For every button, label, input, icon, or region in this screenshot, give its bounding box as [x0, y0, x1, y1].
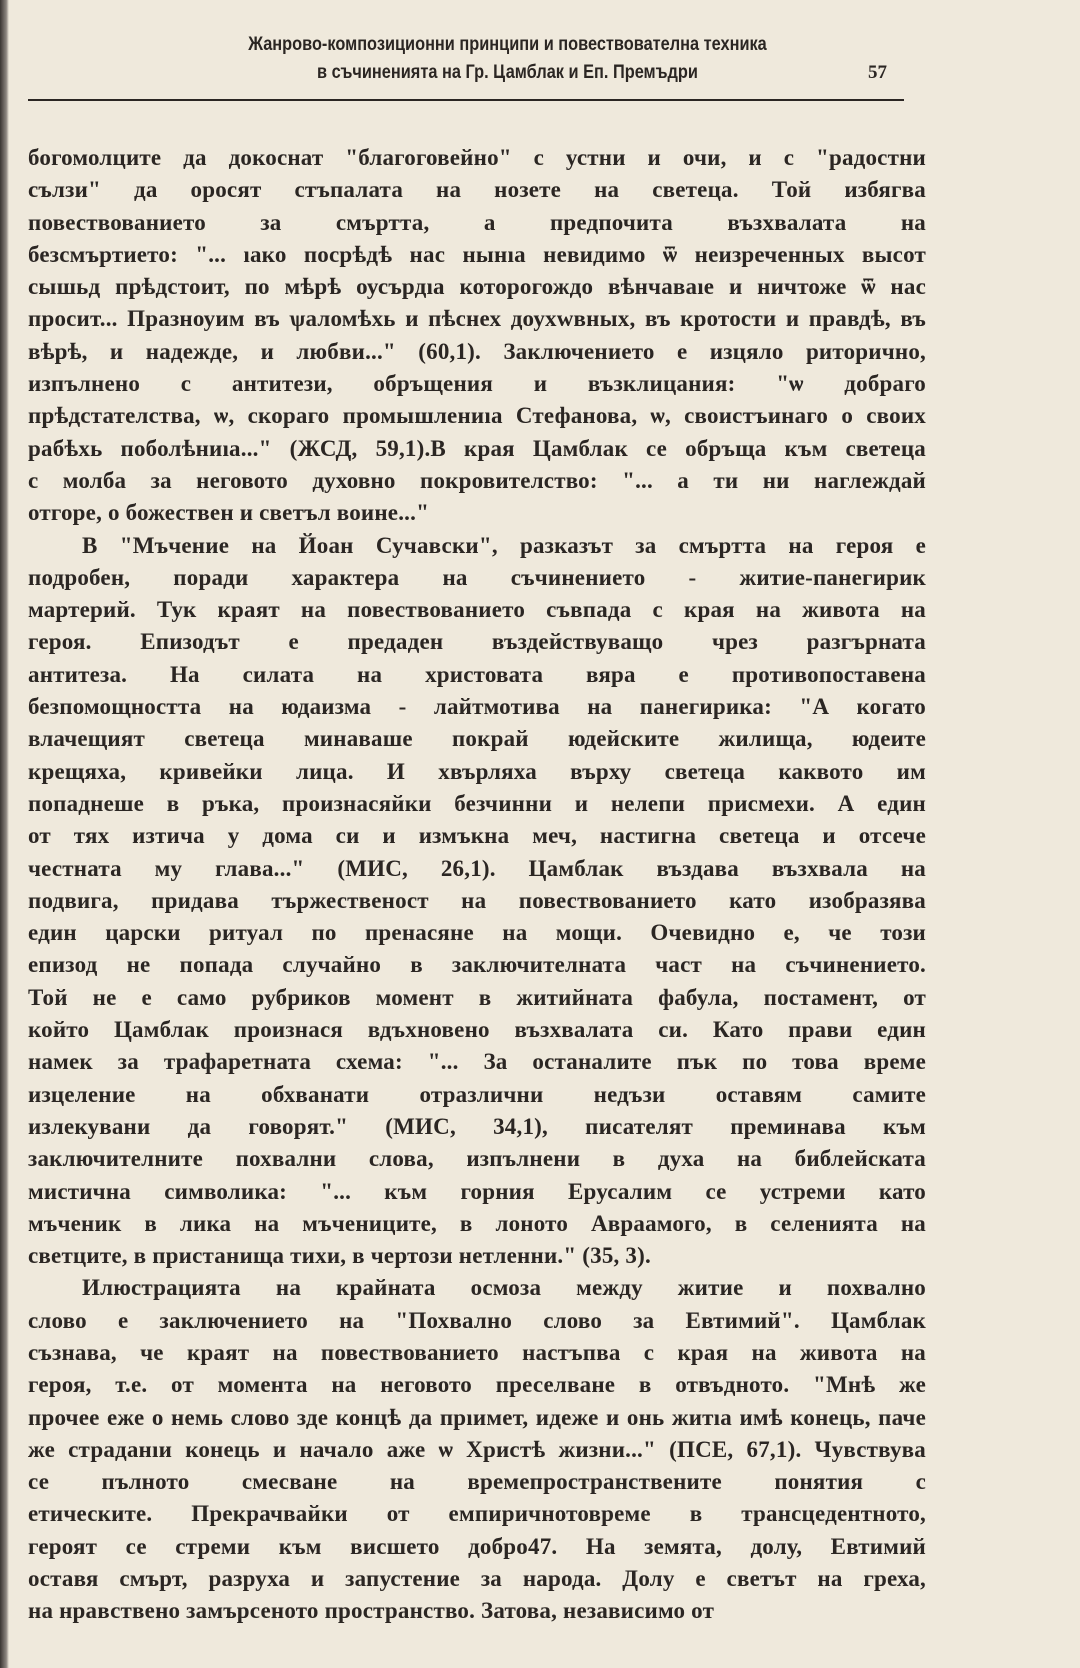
paragraph [28, 530, 926, 1273]
text-line: прѣдстателства, ѡ, скораго промышлениıа Стефанова, ѡ, своистъинаго о своих [28, 403, 926, 429]
text-line: безпомощността на юдаизма - лайтмотива на панегирика: "А когато [28, 694, 926, 720]
text-line: попаднеше в ръка, произнасяйки безчинни и нелепи присмехи. А един [28, 790, 926, 816]
text-line: рабѣхь поболѣниıа..." (ЖСД, 59,1).В края Цамблак се обръща към светеца [28, 435, 926, 461]
text-line: честната му глава..." (МИС, 26,1). Цамблак въздава възхвала на [28, 855, 926, 881]
text-line: отгоре, о божествен и светъл воине..." [28, 500, 430, 526]
header-rule [28, 99, 904, 101]
text-line: В "Мъчение на Йоан Сучавски", разказът за смъртта на героя е [82, 532, 926, 558]
text-line: мъченик в лика на мъчениците, в лоното Авраамого, в селенията на [28, 1210, 926, 1236]
text-line: вѣрѣ, и надежде, и любви..." (60,1). Заключението е изцяло риторично, [28, 338, 926, 364]
text-line: един царски ритуал по пренасяне на мощи. Очевидно е, че този [28, 920, 926, 946]
text-line: епизод не попада случайно в заключителната част на съчинението. [28, 952, 926, 978]
text-line: съзнава, че краят на повествованието настъпва с края на живота на [28, 1339, 926, 1365]
text-line: безсмъртието: "... ıако посрѣдѣ нас нынıа невидимо ѿ неизреченных высот [28, 241, 926, 267]
text-line: етическите. Прекрачвайки от емпиричнотовреме в трансцедентното, [28, 1501, 926, 1527]
text-line: мартерий. Тук краят на повествованието съвпада с края на живота на [28, 597, 926, 623]
text-line: изпълнено с антитези, обръщения и възклицания: "ѡ добраго [28, 371, 926, 397]
text-line: с молба за неговото духовно покровителство: "... а ти ни наглеждай [28, 467, 926, 493]
text-line: мистична символика: "... към горния Ерусалим се устреми като [28, 1178, 926, 1204]
text-line: сълзи" да оросят стъпалата на нозете на светеца. Той избягва [28, 177, 926, 203]
text-line: подвига, придава тържественост на повествованието като изобразява [28, 887, 926, 913]
running-header-line1: Жанрово-композиционни принципи и повествователна техника [248, 34, 767, 55]
paragraph [28, 142, 926, 530]
text-line: богомолците да докоснат "благоговейно" с устни и очи, и с "радостни [28, 145, 926, 170]
text-line: подробен, поради характера на съчинението - житие-панегирик [28, 564, 926, 590]
text-line: влачещият светеца минаваше покрай юдейските жилища, юдеите [28, 726, 926, 752]
text-line: героят се стреми към висшето добро47. На земята, долу, Евтимий [28, 1533, 926, 1559]
text-line: же страданıи конець и начало аже ѡ Христѣ жизни..." (ПСЕ, 67,1). Чувствува [28, 1436, 926, 1462]
text-line: се пълното смесване на времепространствените понятия с [28, 1469, 926, 1495]
text-line: героя, т.е. от момента на неговото преселване в отвъдното. "Мнѣ же [28, 1372, 926, 1398]
text-line: Илюстрацията на крайната осмоза между житие и похвално [82, 1275, 926, 1301]
text-line: на нравствено замърсеното пространство. Затова, независимо от [28, 1598, 715, 1624]
page-number: 57 [868, 62, 887, 83]
body-text [28, 142, 926, 1628]
text-line: светците, в пристанища тихи, в чертози нетленни." (35, 3). [28, 1243, 651, 1269]
book-binding-edge [0, 0, 9, 1668]
text-line: антитеза. На силата на христовата вяра е противопоставена [28, 661, 926, 687]
text-line: изцеление на обхванати отразлични недъзи оставям самите [28, 1081, 926, 1107]
text-line: заключителните похвални слова, изпълнени в духа на библейската [28, 1146, 926, 1172]
text-line: намек за трафаретната схема: "... За останалите пък по това време [28, 1049, 926, 1075]
text-line: просит... Празноуим въ ѱаломѣхь и пѣснех доухwвных, въ кротости и правдѣ, въ [28, 306, 926, 332]
text-line: оставя смърт, разруха и запустение за народа. Долу е светът на греха, [28, 1566, 926, 1592]
text-line: героя. Епизодът е предаден въздействуващо чрез разгърната [28, 629, 926, 655]
text-line: който Цамблак произнася вдъхновено възхвалата си. Като прави един [28, 1017, 926, 1043]
text-line: повествованието за смъртта, а предпочита възхвалата на [28, 209, 926, 235]
text-line: слово е заключението на "Похвално слово за Евтимий". Цамблак [28, 1307, 926, 1333]
text-line: крещяха, кривейки лица. И хвърляха върху светеца каквото им [28, 758, 926, 784]
running-header-line2: в съчиненията на Гр. Цамблак и Еп. Премъдри [317, 62, 698, 83]
text-line: от тях изтича у дома си и измъкна меч, настигна светеца и отсече [28, 823, 926, 849]
paragraph [28, 1272, 926, 1627]
text-line: сышьд прѣдстоит, по мѣрѣ оусърдıа которогождо вѣнчаваıе и ничтоже ѿ нас [28, 274, 926, 300]
text-line: излекувани да говорят." (МИС, 34,1), писателят преминава към [28, 1113, 926, 1139]
text-line: Той не е само рубриков момент в житийната фабула, постамент, от [28, 984, 926, 1010]
text-line: прочее еже о немь слово зде концѣ да прıимет, идеже и онь житıа имѣ конець, паче [28, 1404, 926, 1430]
